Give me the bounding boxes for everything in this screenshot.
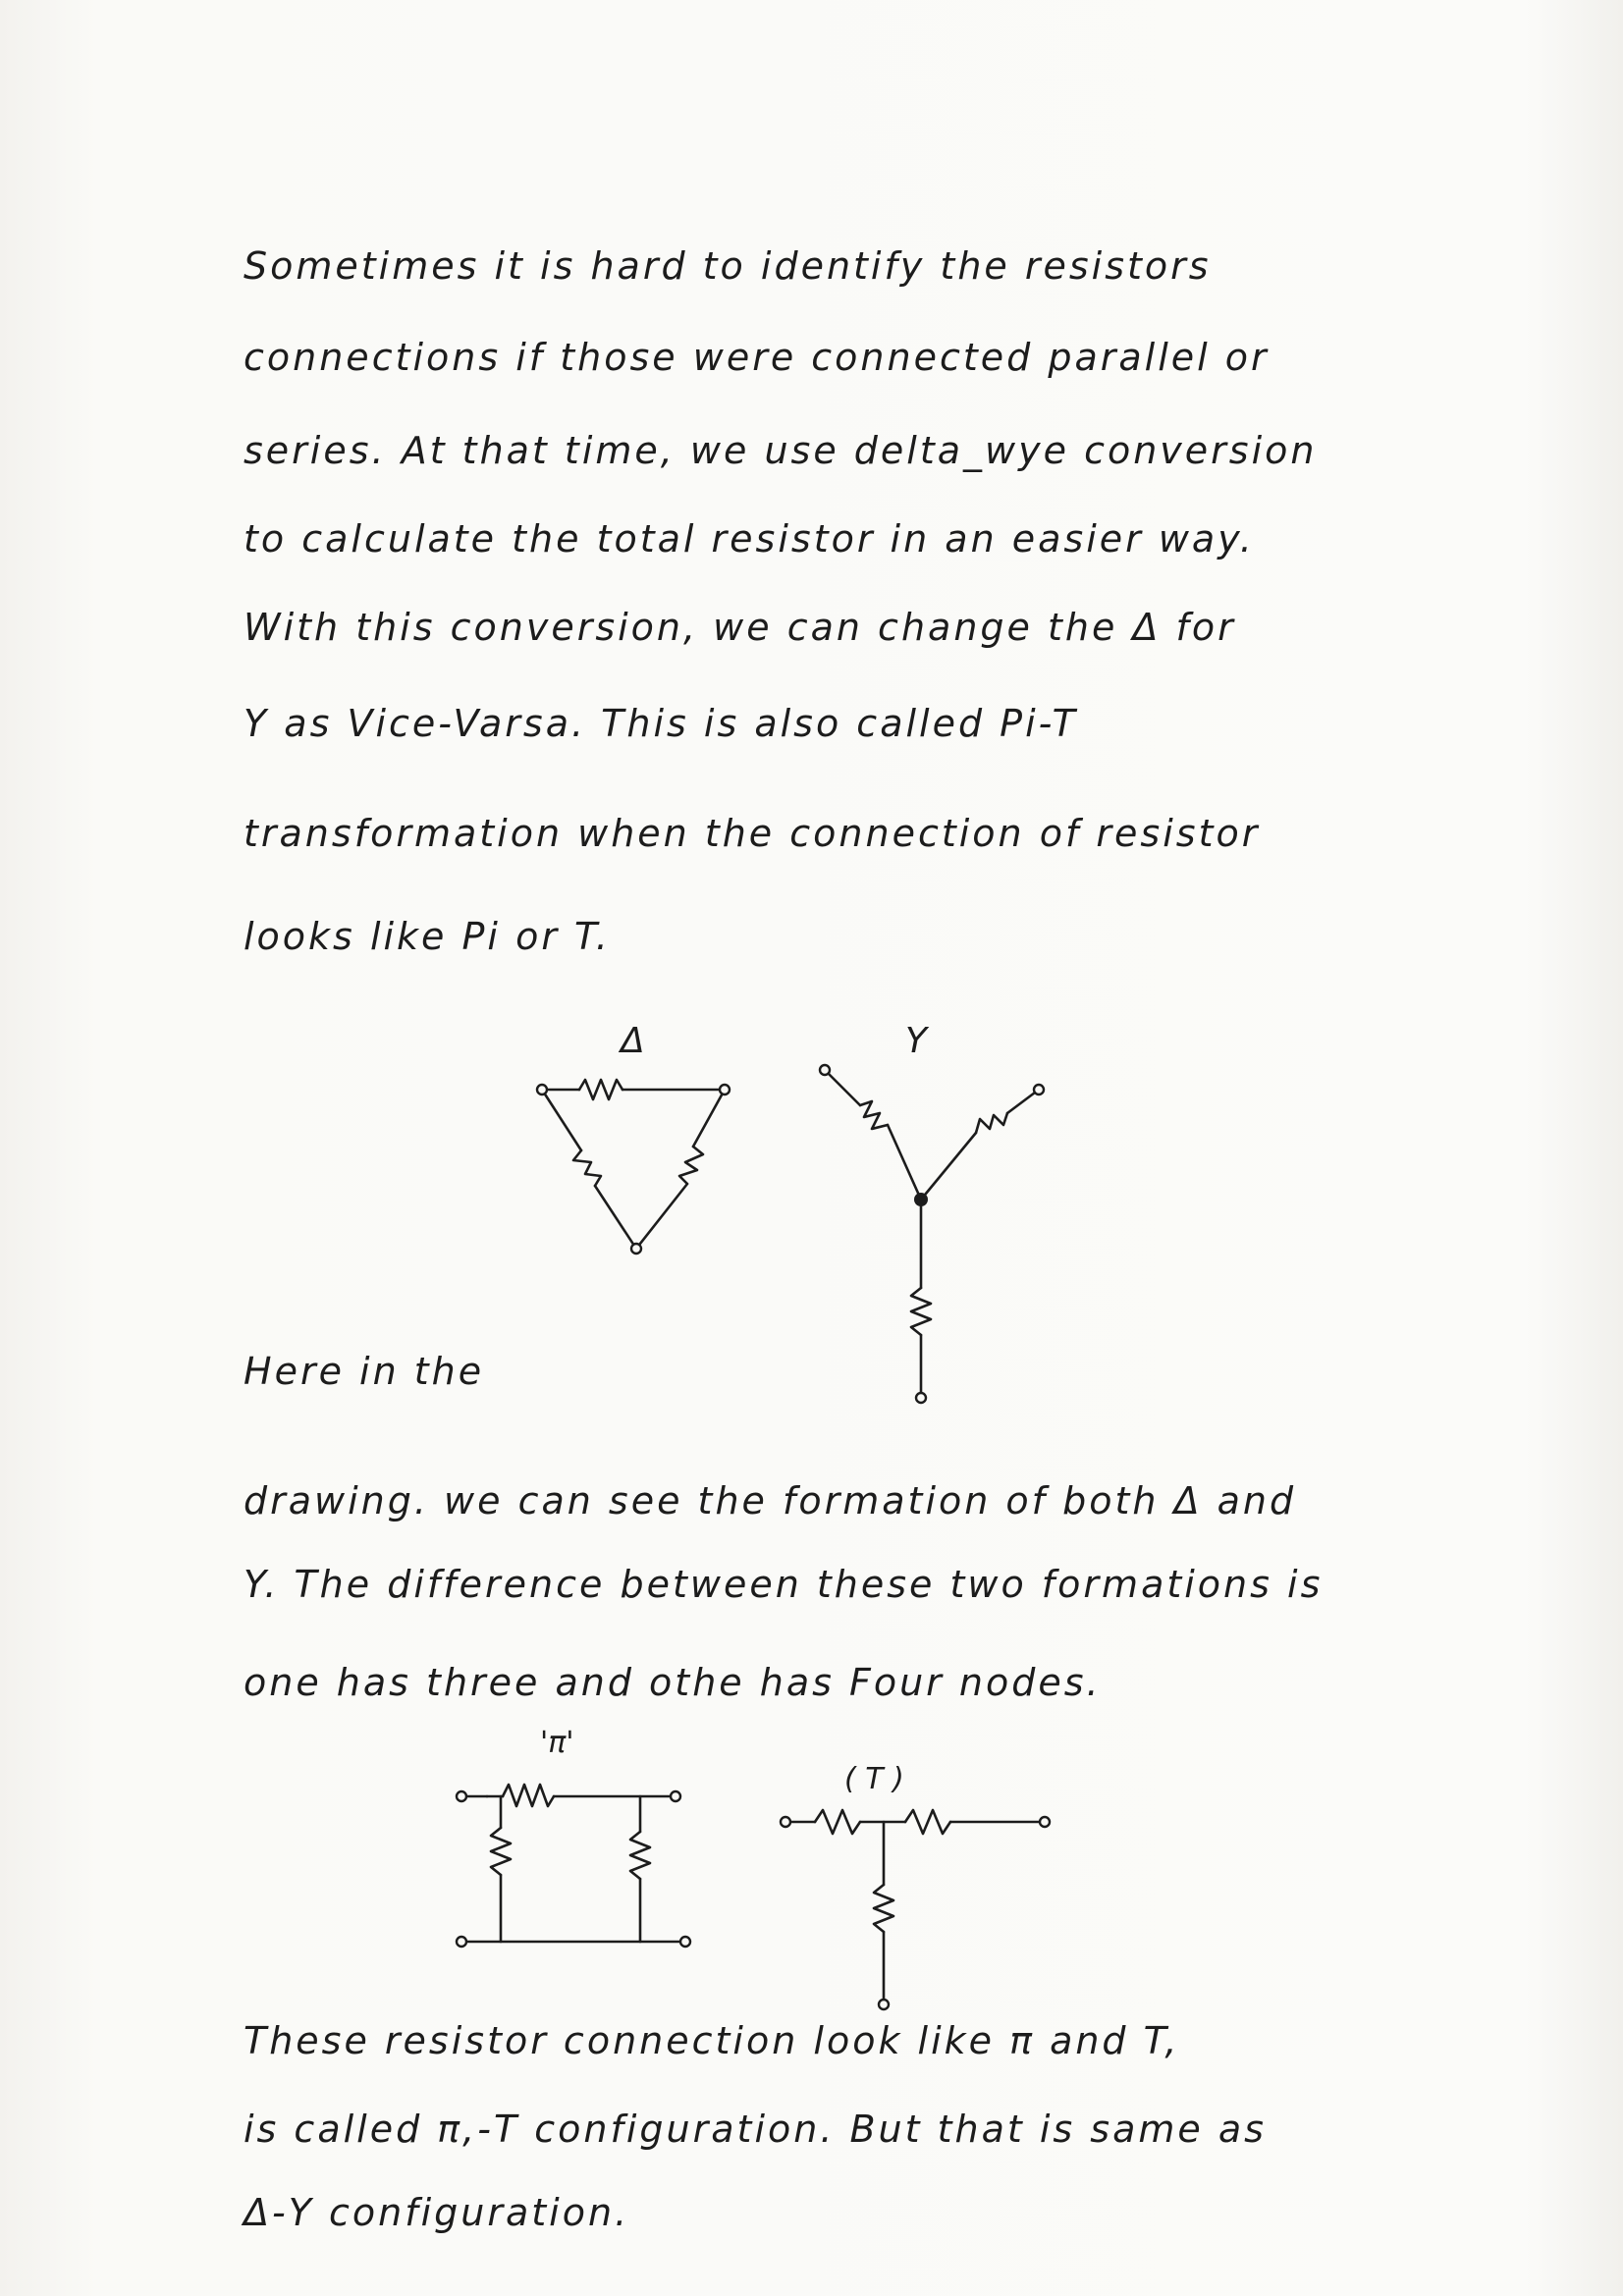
wye-network-diagram [805, 1060, 1060, 1414]
text-line: looks like Pi or T. [243, 915, 611, 958]
text-line: connections if those were connected parallel or [243, 336, 1270, 379]
text-line: Sometimes it is hard to identify the resistors [243, 244, 1212, 288]
text-line: one has three and othe has Four nodes. [243, 1661, 1102, 1704]
text-line: transformation when the connection of resistor [243, 812, 1261, 855]
delta-label: Δ [621, 1021, 645, 1061]
pi-label: 'π' [540, 1726, 574, 1760]
text-line: Y as Vice-Varsa. This is also called Pi-T [243, 702, 1078, 745]
delta-network-diagram [530, 1070, 746, 1266]
wye-label: Y [905, 1021, 927, 1061]
text-line: Here in the [243, 1350, 485, 1393]
text-line: Δ-Y configuration. [243, 2191, 630, 2234]
pi-network-diagram [452, 1767, 707, 1973]
text-line: to calculate the total resistor in an easier way. [243, 517, 1255, 561]
text-line: With this conversion, we can change the Δ for [243, 606, 1236, 649]
text-line: Y. The difference between these two formations is [243, 1563, 1324, 1606]
tee-label: ( T ) [844, 1762, 904, 1796]
text-line: series. At that time, we use delta_wye conversion [243, 429, 1318, 472]
text-line: is called π,-T configuration. But that is same as [243, 2108, 1267, 2151]
tee-network-diagram [776, 1796, 1070, 2022]
text-line: These resistor connection look like π and T, [243, 2019, 1180, 2062]
text-line: drawing. we can see the formation of both Δ and [243, 1479, 1297, 1522]
